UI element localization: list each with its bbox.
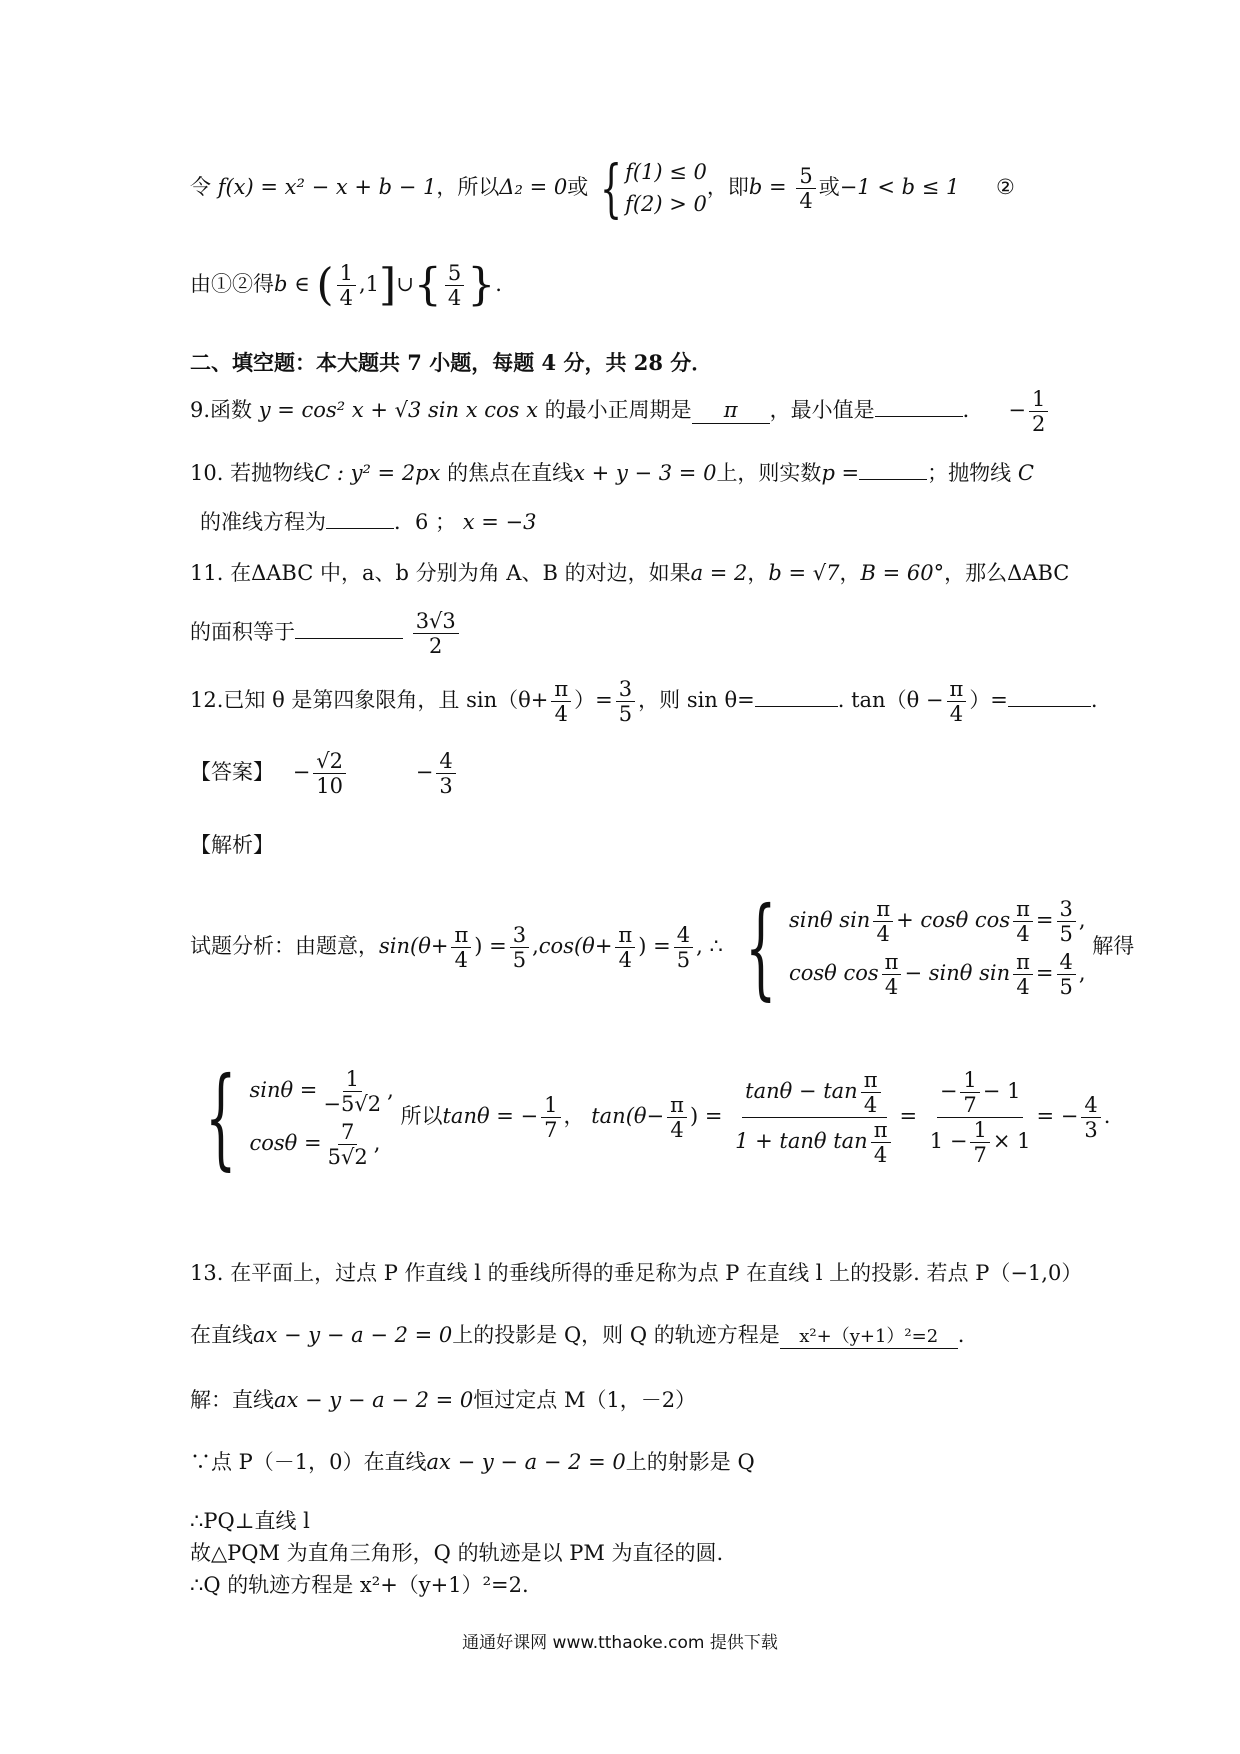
right-brace: } [467, 259, 496, 311]
math: tanθ = − [442, 1104, 539, 1129]
system-row-1: sinθ sin $\frac{\pi}{4}$ + cosθ cos $\frac{\pi}{4}$ = $\frac{3}{5}$ , [788, 896, 1086, 946]
condition-system [595, 152, 707, 225]
question-10 [190, 461, 1034, 486]
math-condition-1: f(1) ≤ 0 [625, 160, 707, 185]
math-f-definition: f(x) = x² − x + b − 1 [217, 175, 437, 199]
question-number: 10. [190, 461, 224, 485]
question-11-line-2 [190, 610, 462, 657]
text: ）= [574, 688, 613, 713]
text: 上的投影是 Q，则 Q 的轨迹方程是 [452, 1323, 780, 1347]
circled-2: ② [996, 175, 1015, 199]
fraction: $\frac{4}{5}$ [674, 924, 693, 971]
text: 已知 θ 是第四象限角，且 sin（θ+ [223, 688, 549, 713]
text: ∵点 P（－1，0）在直线 [190, 1450, 427, 1474]
text: 由①②得 [190, 272, 274, 297]
math-expression: y = cos² x + √3 sin x cos x [258, 398, 538, 423]
answer-blank-min [875, 416, 963, 417]
text: 上的射影是 Q [625, 1450, 755, 1474]
math-condition-2: f(2) > 0 [625, 191, 707, 216]
sign: − [292, 760, 311, 785]
big-fraction-2: − $\frac{1}{7}$ − 1 1 − $\frac{1}{7}$ × 1 [929, 1068, 1031, 1168]
text: ，则 sin θ= [638, 688, 755, 713]
fraction: $\frac{4}{3}$ [1081, 1094, 1100, 1141]
math-B: B = 60° [860, 561, 945, 585]
text: ，最小值是 [769, 398, 875, 423]
text: 或 [567, 175, 589, 199]
text-line-union: 由①②得b ∈ ( $\frac{1}{4}$ ,1]∪{ $\frac{5}{4}$ }. [190, 259, 502, 311]
math-b-eq: b = [748, 175, 787, 199]
math-b: b = √7 [768, 561, 840, 585]
math-line: x + y − 3 = 0 [573, 461, 717, 485]
text: ，所以 [436, 175, 500, 199]
question-number: 12. [190, 688, 224, 713]
text: 恒过定点 M（1，－2） [473, 1388, 697, 1412]
question-number: 9. [190, 398, 211, 423]
text: 函数 [210, 398, 253, 423]
solution-line: { sinθ = $\frac{1}{-5√2}$ , cosθ = $\frac{7}{5√2}$ , 所以tanθ = − $\frac{1}{7}$ ， tan(θ− $\frac{\pi}{4}$ ) = tanθ − tan $\frac{\pi}{4}$ 1 + tanθ tan $\frac{\pi}{4}$ = − $\frac{1}{7}$ − 1 1 − $\frac{1}{7}$ × 1 = − $\frac{4}{3}$ . [190, 1063, 1110, 1172]
left-paren: ( [316, 259, 334, 311]
fraction: $\frac{\pi}{4}$ [451, 924, 471, 971]
answer-blank-area [295, 638, 403, 639]
left-brace: { [413, 259, 442, 311]
question-9 [190, 388, 1051, 435]
solution-row-cos: cosθ = $\frac{7}{5√2}$ , [249, 1119, 381, 1169]
text: ，那么ΔABC [944, 561, 1070, 585]
fraction: $\frac{5}{4}$ [796, 165, 815, 212]
question-13-line-2 [190, 1323, 964, 1349]
text: . [1090, 688, 1098, 713]
text: 若抛物线 [230, 461, 315, 485]
math: ) = [689, 1104, 723, 1129]
fraction: $\frac{4}{3}$ [436, 750, 455, 797]
left-brace: { [744, 884, 776, 1011]
math-parabola: C : y² = 2px [314, 461, 441, 485]
math: cos(θ+ [538, 934, 613, 959]
math-p: p = [821, 461, 860, 485]
solution-system [190, 1054, 394, 1181]
answer-blank-tan [1008, 706, 1091, 707]
text: 解得 [1092, 934, 1135, 959]
text-line-f-definition [190, 152, 1015, 225]
fraction: $\frac{\pi}{4}$ [667, 1094, 687, 1141]
sign: − [1008, 398, 1026, 423]
text: 的准线方程为 [200, 510, 326, 534]
text: 在直线 [190, 1323, 253, 1347]
math: ,1 [358, 272, 379, 297]
analysis-line: 试题分析：由题意，sin(θ+ $\frac{\pi}{4}$ ) = $\frac{3}{5}$ ,cos(θ+ $\frac{\pi}{4}$ ) = $\frac{4}{5}$ , ∴ { sinθ sin $\frac{\pi}{4}$ + cosθ cos $\frac{\pi}{4}$ = $\frac{3}{5}$ , cosθ cos $\frac{\pi}{4}$ − sinθ sin $\frac{\pi}{4}$ = $\frac{4}{5}$ , 解得 [190, 884, 1135, 1011]
section-heading: 二、填空题：本大题共 7 小题，每题 4 分，共 28 分． [190, 350, 713, 375]
text: . [957, 1323, 965, 1347]
text: . tan（θ − [837, 688, 944, 713]
text: ，即 [706, 175, 749, 199]
question-number: 11. [190, 561, 224, 585]
math-answer: x = −3 [462, 510, 537, 534]
solution-row-sin: sinθ = $\frac{1}{-5√2}$ , [249, 1066, 394, 1116]
therefore: ∴ [709, 934, 723, 959]
question-10-line-2 [200, 510, 536, 535]
text: 的最小正周期是 [544, 398, 692, 423]
right-bracket: ] [378, 259, 397, 311]
math: ) = [474, 934, 507, 959]
solution-13-line-4: 故△PQM 为直角三角形，Q 的轨迹是以 PM 为直径的圆. [190, 1541, 724, 1565]
text: . [495, 272, 502, 297]
text: 令 [190, 175, 211, 199]
text: ．6 ； [394, 510, 457, 534]
math-range: −1 < b ≤ 1 [839, 175, 960, 199]
text: 的焦点在直线 [447, 461, 574, 485]
answer-blank-period: π [692, 398, 770, 424]
big-fraction-1: tanθ − tan $\frac{\pi}{4}$ 1 + tanθ tan $\frac{\pi}{4}$ [732, 1069, 896, 1166]
answer-blank-directrix [326, 528, 394, 529]
answer-blank-locus: x²+（y+1）²=2 [780, 1326, 958, 1349]
text: 所以 [400, 1104, 443, 1129]
answer-blank-sin [755, 706, 838, 707]
text: 上，则实数 [716, 461, 822, 485]
math-delta: Δ₂ = 0 [499, 175, 568, 199]
fraction: $\frac{\pi}{4}$ [947, 678, 967, 725]
fraction: $\frac{√2}{10}$ [313, 750, 346, 797]
fraction: $\frac{\pi}{4}$ [615, 924, 635, 971]
solution-13-line-5: ∴Q 的轨迹方程是 x²+（y+1）²=2. [190, 1573, 529, 1597]
text: 或 [818, 175, 840, 199]
sign: − [415, 760, 434, 785]
text: ）= [969, 688, 1008, 713]
fraction: $\frac{5}{4}$ [445, 262, 464, 309]
fraction: $\frac{\pi}{4}$ [551, 678, 571, 725]
math-a: a = 2 [690, 561, 748, 585]
text: 的面积等于 [190, 620, 295, 645]
math: tan(θ− [591, 1104, 665, 1129]
fraction: $\frac{3√3}{2}$ [413, 610, 459, 657]
text: ． [962, 398, 984, 423]
math-line: ax − y − a − 2 = 0 [426, 1450, 626, 1474]
math-b-in: b ∈ [274, 272, 310, 297]
fraction: $\frac{3}{5}$ [616, 678, 635, 725]
answer-blank-p [859, 479, 927, 480]
math: sin(θ+ [379, 934, 449, 959]
fraction: $\frac{3}{5}$ [510, 924, 529, 971]
fraction: $\frac{1}{2}$ [1029, 388, 1048, 435]
math: ) = [638, 934, 671, 959]
question-12 [190, 678, 1098, 725]
question-13: 13. 在平面上，过点 P 作直线 l 的垂线所得的垂足称为点 P 在直线 l 上的投影. 若点 P（−1,0） [190, 1261, 1083, 1285]
text: 在ΔABC 中，a、b 分别为角 A、B 的对边，如果 [230, 561, 691, 585]
math-C: C [1017, 461, 1034, 485]
equation-system [730, 884, 1086, 1011]
answer-line [190, 750, 459, 797]
answer-label: 【答案】 [190, 760, 274, 785]
fraction: $\frac{1}{4}$ [337, 262, 356, 309]
solution-13-line-3: ∴PQ⊥直线 l [190, 1509, 310, 1533]
system-row-2: cosθ cos $\frac{\pi}{4}$ − sinθ sin $\frac{\pi}{4}$ = $\frac{4}{5}$ , [788, 949, 1086, 999]
left-brace: { [205, 1054, 237, 1181]
left-brace: { [600, 152, 623, 225]
text: ；抛物线 [927, 461, 1012, 485]
solution-13-line-1 [190, 1388, 696, 1413]
solution-13-line-2 [190, 1450, 755, 1475]
footer: 通通好课网 www.tthaoke.com 提供下载 [462, 1633, 778, 1653]
math-line: ax − y − a − 2 = 0 [253, 1323, 453, 1347]
math: = − [1036, 1104, 1079, 1129]
fraction: $\frac{1}{7}$ [541, 1094, 560, 1141]
text: 解：直线 [190, 1388, 274, 1412]
math-line: ax − y − a − 2 = 0 [274, 1388, 474, 1412]
analysis-label: 【解析】 [190, 833, 274, 857]
text: 试题分析：由题意， [190, 934, 379, 959]
question-11: 11. 在ΔABC 中，a、b 分别为角 A、B 的对边，如果a = 2，b = √7，B = 60°，那么ΔABC [190, 561, 1070, 585]
